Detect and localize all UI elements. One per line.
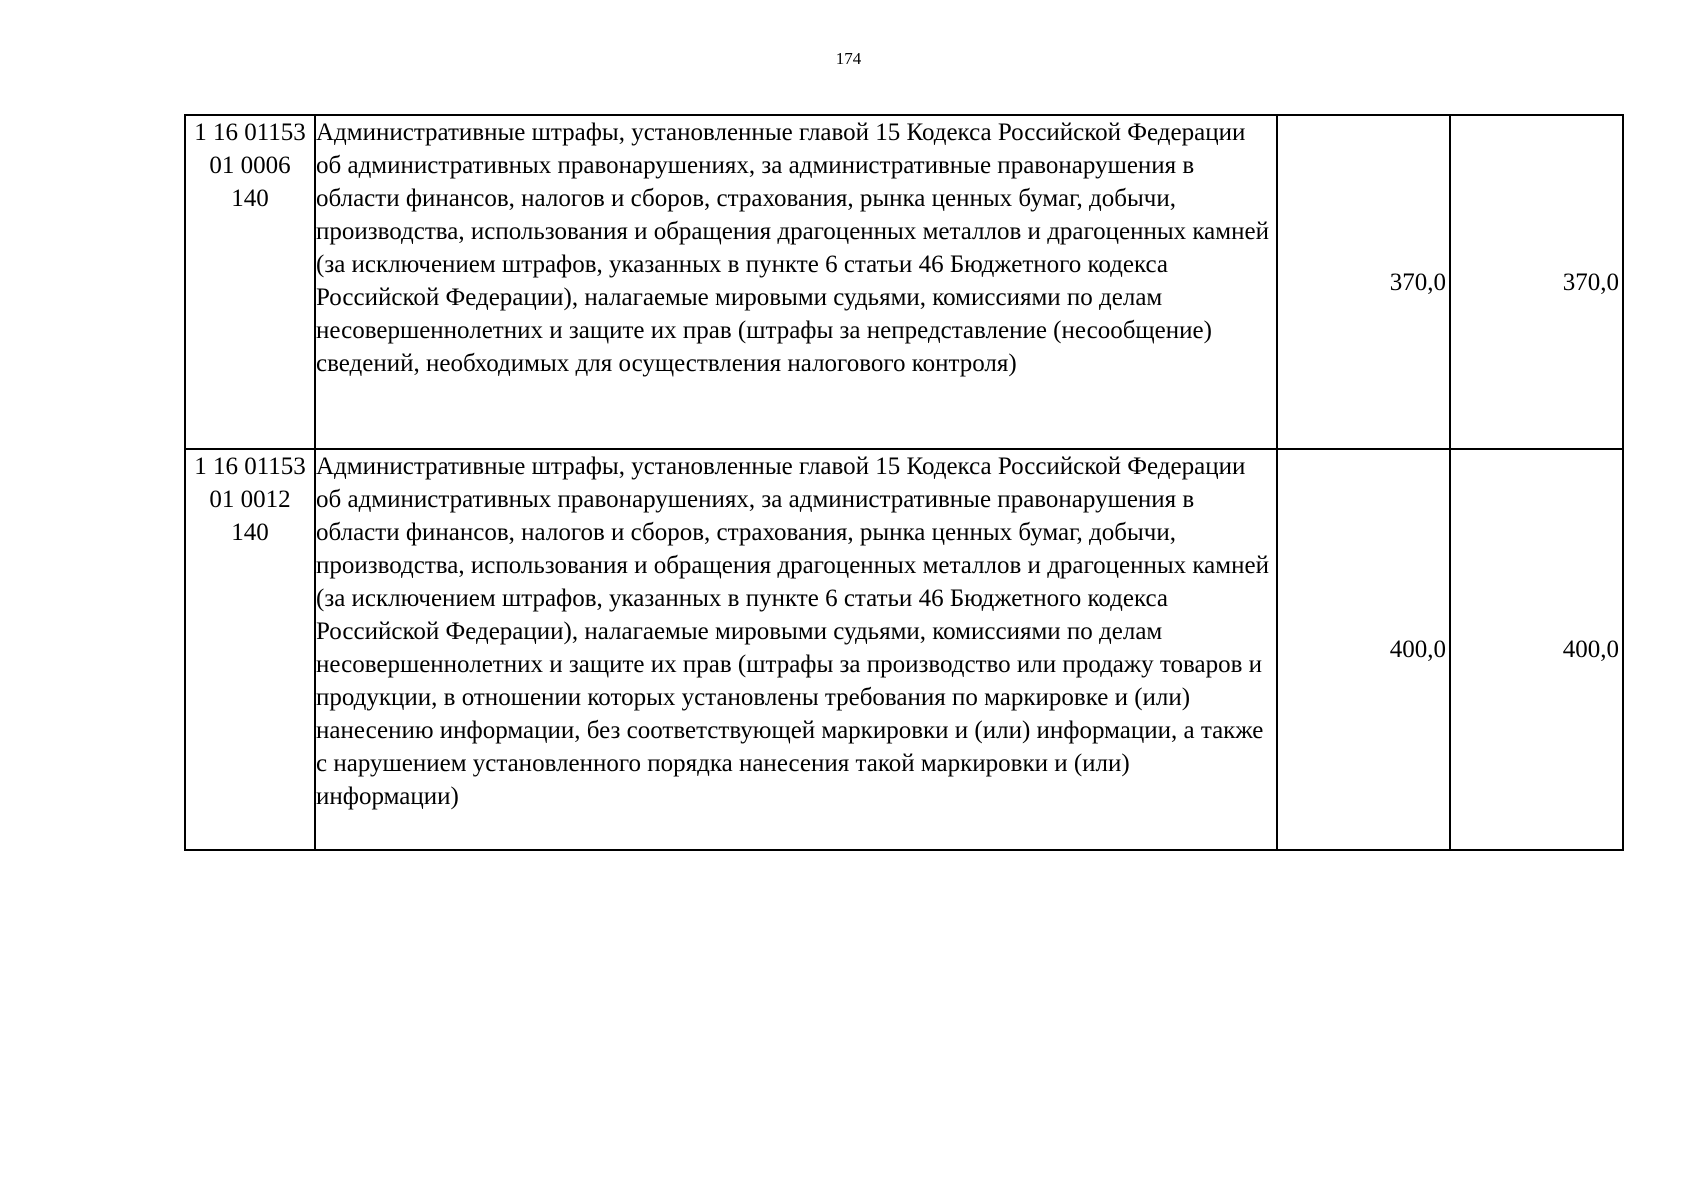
budget-code-part: 140 [231, 519, 269, 546]
budget-code-part: 01 0006 [209, 152, 291, 179]
description-text: Административные штрафы, установленные главой 15 Кодекса Российской Федерации об административных правонарушениях, за административные правонарушения в области финансов, налогов и сборов, страхования, рынка ценных бумаг, добычи, производства, использования и обращения драгоценных металлов и драгоценных камней (за исключением штрафов, указанных в пункте 6 статьи 46 Бюджетного кодекса Российской Федерации), налагаемые мировыми судьями, комиссиями по делам несовершеннолетних и защите их прав (штрафы за непредставление (несообщение) сведений, необходимых для осуществления налогового контроля) [316, 119, 1269, 377]
budget-code-part: 1 16 01153 [194, 119, 306, 146]
description-cell [315, 115, 1277, 449]
budget-code-part: 1 16 01153 [194, 453, 306, 480]
budget-table [184, 114, 1624, 851]
value-cell-2: 370,0 [1450, 115, 1623, 449]
budget-code-cell [185, 115, 315, 449]
value-cell-2: 400,0 [1450, 449, 1623, 850]
page-number: 174 [835, 49, 862, 68]
budget-code-part: 140 [231, 185, 269, 212]
table-row [185, 115, 1623, 449]
description-cell [315, 449, 1277, 850]
description-text: Административные штрафы, установленные главой 15 Кодекса Российской Федерации об административных правонарушениях, за административные правонарушения в области финансов, налогов и сборов, страхования, рынка ценных бумаг, добычи, производства, использования и обращения драгоценных металлов и драгоценных камней (за исключением штрафов, указанных в пункте 6 статьи 46 Бюджетного кодекса Российской Федерации), налагаемые мировыми судьями, комиссиями по делам несовершеннолетних и защите их прав (штрафы за производство или продажу товаров и продукции, в отношении которых установлены требования по маркировке и (или) нанесению информации, без соответствующей маркировки и (или) информации, а также с нарушением установленного порядка нанесения такой маркировки и (или) информации) [316, 453, 1269, 810]
value-cell-1: 370,0 [1277, 115, 1450, 449]
budget-code-cell [185, 449, 315, 850]
table-row [185, 449, 1623, 850]
value-cell-1: 400,0 [1277, 449, 1450, 850]
budget-code-part: 01 0012 [209, 486, 291, 513]
